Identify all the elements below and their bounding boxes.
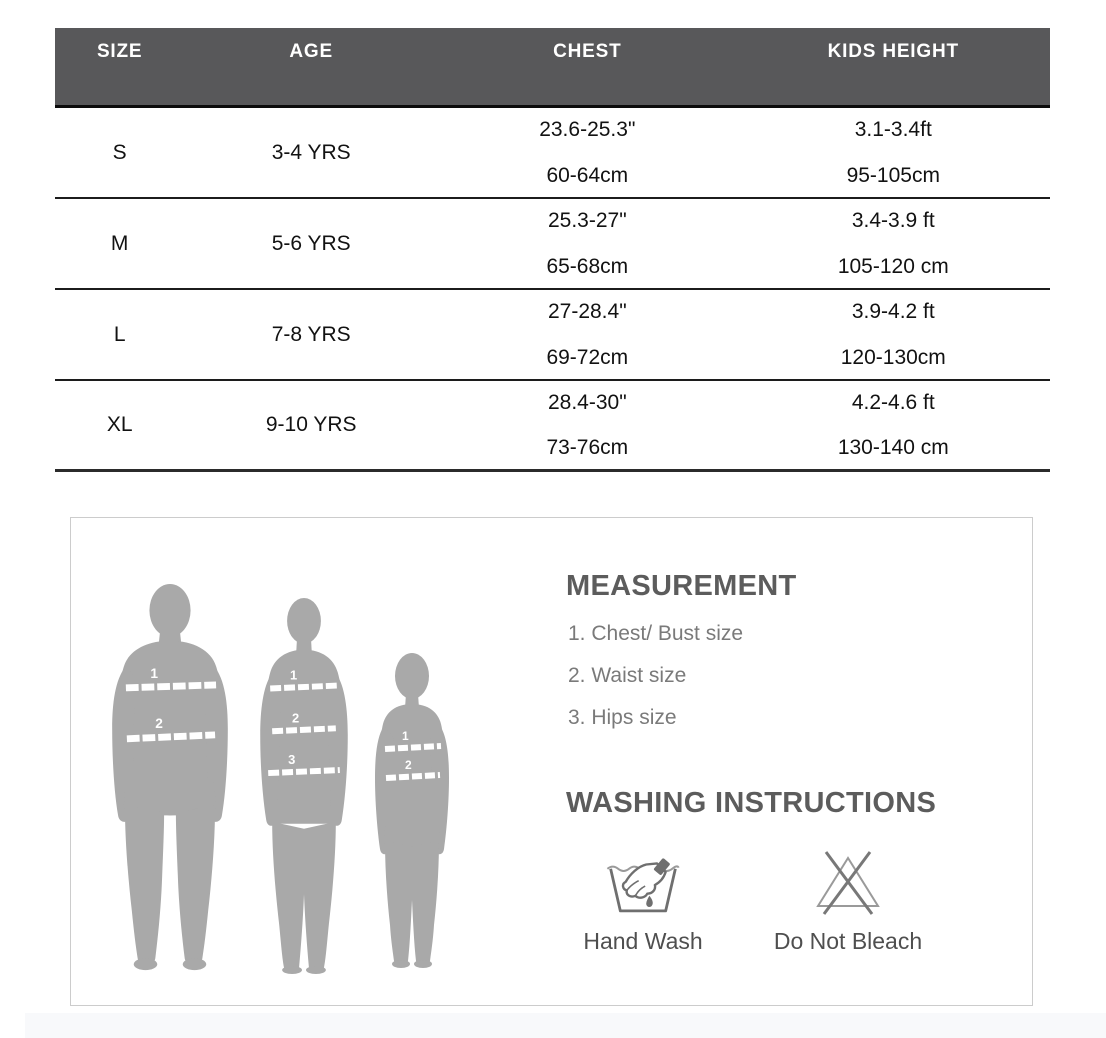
table-row [55,290,1050,381]
size-cell: S [112,140,127,164]
child-band-1-label: 1 [402,729,409,743]
do-not-bleach-icon [761,842,935,920]
hand-wash-label: Hand Wash [583,928,703,954]
chest-cell [438,381,737,469]
measurement-item: 3. Hips size [568,706,677,729]
height-imperial: 3.4-3.9 ft [851,209,935,232]
do-not-bleach-label: Do Not Bleach [773,928,923,954]
do-not-bleach-block [761,842,935,955]
height-imperial: 4.2-4.6 ft [851,391,935,414]
chest-metric: 65-68cm [546,255,629,278]
age-cell: 9-10 YRS [265,413,357,436]
chest-imperial: 25.3-27" [547,209,627,232]
woman-hips-band [268,770,340,773]
chest-cell [438,290,737,379]
woman-band-1-label: 1 [290,667,298,683]
measurement-panel [70,517,1033,1006]
header-chest: CHEST [553,41,622,62]
man-silhouette-figure [99,582,241,974]
woman-band-3-label: 3 [288,752,296,768]
size-cell: L [113,322,126,346]
child-silhouette-figure [361,650,463,972]
header-age: AGE [289,41,333,62]
woman-band-2-label: 2 [292,710,300,726]
bottom-background-strip [25,1013,1106,1038]
header-size: SIZE [96,41,143,62]
hand-wash-icon [563,842,723,920]
size-chart-table [55,28,1050,472]
man-band-2-label: 2 [155,716,163,732]
header-kids-height: KIDS HEIGHT [827,41,959,62]
height-metric: 130-140 cm [837,436,949,459]
hand-wash-block [563,842,723,955]
measurement-title: MEASUREMENT [566,570,797,602]
table-header-row [55,28,1050,108]
chest-cell [438,108,737,197]
chest-metric: 60-64cm [546,164,629,187]
age-cell: 3-4 YRS [271,140,351,164]
table-row [55,108,1050,199]
age-cell: 5-6 YRS [271,231,351,255]
height-metric: 105-120 cm [837,255,949,278]
height-cell [737,381,1050,469]
height-cell [737,290,1050,379]
table-row [55,199,1050,290]
height-cell [737,108,1050,197]
chest-metric: 69-72cm [546,346,629,369]
child-waist-band [386,775,440,778]
chest-imperial: 28.4-30" [547,391,627,414]
height-metric: 95-105cm [846,164,940,187]
table-row [55,381,1050,472]
height-imperial: 3.9-4.2 ft [851,300,935,323]
measurement-item: 2. Waist size [568,664,687,687]
man-band-1-label: 1 [150,666,159,682]
chest-imperial: 27-28.4" [547,300,627,323]
measurement-item: 1. Chest/ Bust size [568,622,744,645]
chest-cell [438,199,737,288]
washing-instructions-title: WASHING INSTRUCTIONS [566,787,937,819]
chest-imperial: 23.6-25.3" [539,118,636,141]
height-metric: 120-130cm [840,346,946,369]
height-cell [737,199,1050,288]
height-imperial: 3.1-3.4ft [854,118,932,141]
woman-silhouette-figure [247,596,361,974]
child-band-2-label: 2 [405,758,412,772]
chest-metric: 73-76cm [546,436,629,459]
size-cell: M [110,231,129,255]
woman-chest-band [270,686,338,689]
age-cell: 7-8 YRS [271,322,351,346]
size-cell: XL [106,413,133,436]
child-chest-band [385,746,441,749]
